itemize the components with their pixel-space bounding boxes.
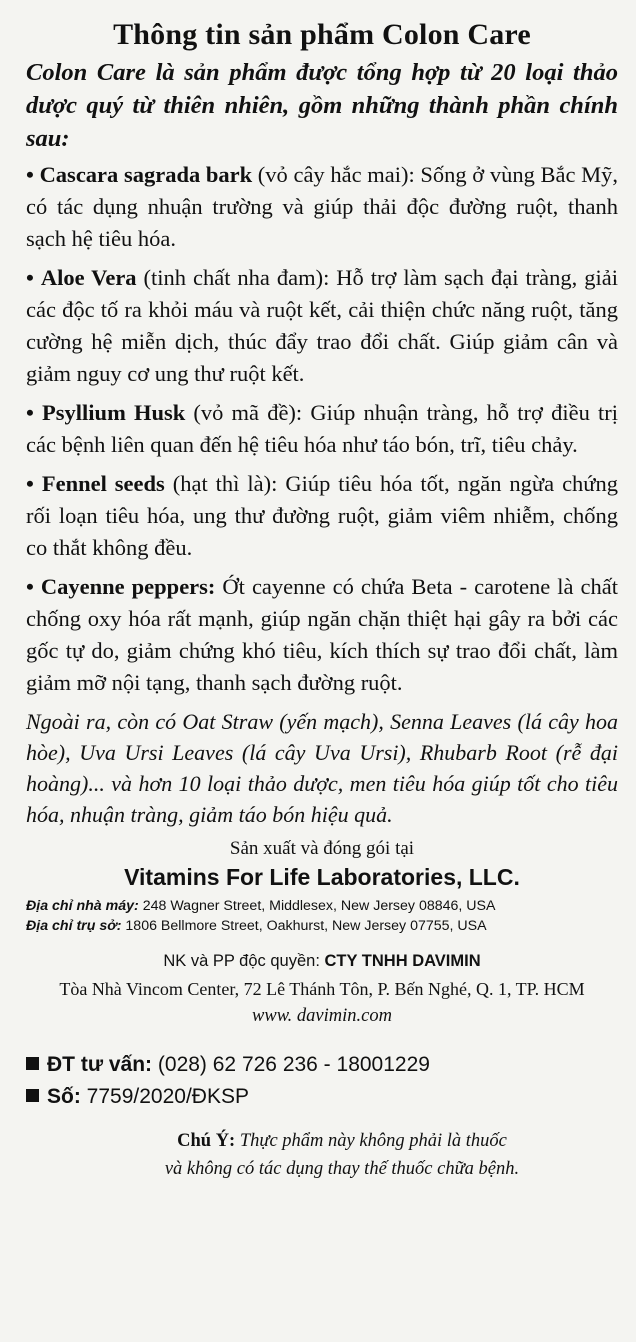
ingredient-name: Cayenne peppers: — [40, 574, 216, 599]
ingredient-desc: Ớt cayenne có chứa Beta - carotene là chất chống oxy hóa rất mạnh, giúp ngăn chặn thiệt hại gây ra bởi các gốc tự do, giảm chứng khó tiêu, kích thích sự trao đổi chất, làm giảm mỡ nội tạng, thanh sạch đường ruột. — [26, 574, 619, 695]
ingredient-desc: (vỏ mã đề): Giúp nhuận tràng, hỗ trợ điều trị các bệnh liên quan đến hệ tiêu hóa như táo bón, trĩ, tiêu chảy. — [26, 400, 618, 457]
factory-address-line — [26, 896, 618, 916]
warning-label: Chú Ý: — [177, 1131, 236, 1151]
registration-line — [26, 1081, 618, 1113]
phone-number[interactable]: (028) 62 726 236 - 18001229 — [157, 1053, 430, 1076]
additional-ingredients: Ngoài ra, còn có Oat Straw (yến mạch), Senna Leaves (lá cây hoa hòe), Uva Ursi Leaves (lá cây Uva Ursi), Rhubarb Root (rễ đại hoàng)... và hơn 10 loại thảo dược, men tiêu hóa giúp tốt cho tiêu hóa, nhuận tràng, giảm táo bón hiệu quả. — [26, 709, 618, 827]
bullet-icon: • — [26, 265, 34, 290]
square-bullet-icon — [26, 1057, 39, 1070]
bullet-icon: • — [26, 162, 34, 187]
square-bullet-icon — [26, 1089, 39, 1102]
importer-address: Tòa Nhà Vincom Center, 72 Lê Thánh Tôn, P. Bến Nghé, Q. 1, TP. HCM — [59, 979, 585, 999]
ingredient-item-cascara — [26, 159, 618, 255]
registration-number: 7759/2020/ĐKSP — [86, 1085, 249, 1108]
warning-text-1: Thực phẩm này không phải là thuốc — [239, 1131, 507, 1151]
hq-address: 1806 Bellmore Street, Oakhurst, New Jersey 07755, USA — [125, 918, 487, 934]
ingredient-desc: (hạt thì là): Giúp tiêu hóa tốt, ngăn ngừa chứng rối loạn tiêu hóa, ung thư đường ruột, giảm viêm nhiễm, chống co thắt không đều. — [26, 471, 618, 560]
page-title: Thông tin sản phẩm Colon Care — [113, 18, 531, 51]
intro-paragraph: Colon Care là sản phẩm được tổng hợp từ 20 loại thảo dược quý từ thiên nhiên, gồm những thành phần chính sau: — [26, 59, 618, 152]
importer-line — [26, 952, 618, 971]
bullet-icon: • — [26, 400, 34, 425]
hq-address-label: Địa chỉ trụ sở: — [26, 918, 122, 934]
ingredient-name: Psyllium Husk — [42, 400, 186, 425]
factory-address: 248 Wagner Street, Middlesex, New Jersey 08846, USA — [142, 898, 496, 914]
registration-label: Số: — [47, 1085, 81, 1108]
ingredient-item-cayenne — [26, 571, 618, 699]
made-in-label: Sản xuất và đóng gói tại — [229, 838, 415, 859]
manufacturer-name: Vitamins For Life Laboratories, LLC. — [124, 864, 520, 890]
warning-text-2: và không có tác dụng thay thế thuốc chữa bệnh. — [164, 1159, 520, 1179]
ingredient-name: Aloe Vera — [40, 265, 137, 290]
factory-address-label: Địa chỉ nhà máy: — [26, 898, 139, 914]
ingredient-desc: (vỏ cây hắc mai): Sống ở vùng Bắc Mỹ, có tác dụng nhuận trường và giúp thải độc đường ruột, thanh sạch hệ tiêu hóa. — [26, 162, 619, 251]
bullet-icon: • — [26, 471, 34, 496]
warning-line-1 — [66, 1127, 618, 1155]
ingredient-name: Cascara sagrada bark — [39, 162, 253, 187]
importer-label: NK và PP độc quyền: — [163, 952, 320, 970]
website-link[interactable]: www. davimin.com — [252, 1006, 392, 1026]
ingredient-name: Fennel seeds — [41, 471, 165, 496]
ingredient-desc: (tinh chất nha đam): Hỗ trợ làm sạch đại tràng, giải các độc tố ra khỏi máu và ruột kết, cải thiện chức năng ruột, tăng cường hệ miễn dịch, thúc đẩy trao đổi chất. Giúp giảm cân và giảm nguy cơ ung thư ruột kết. — [26, 265, 618, 386]
bullet-icon: • — [26, 574, 34, 599]
phone-label: ĐT tư vấn: — [47, 1053, 153, 1076]
hq-address-line — [26, 916, 618, 936]
ingredient-item-psyllium — [26, 397, 618, 461]
ingredient-item-fennel — [26, 468, 618, 564]
warning-note — [26, 1127, 618, 1183]
importer-company: CTY TNHH DAVIMIN — [324, 952, 481, 970]
phone-line — [26, 1049, 618, 1081]
contact-block — [26, 1049, 618, 1113]
ingredient-item-aloe-vera — [26, 262, 618, 390]
